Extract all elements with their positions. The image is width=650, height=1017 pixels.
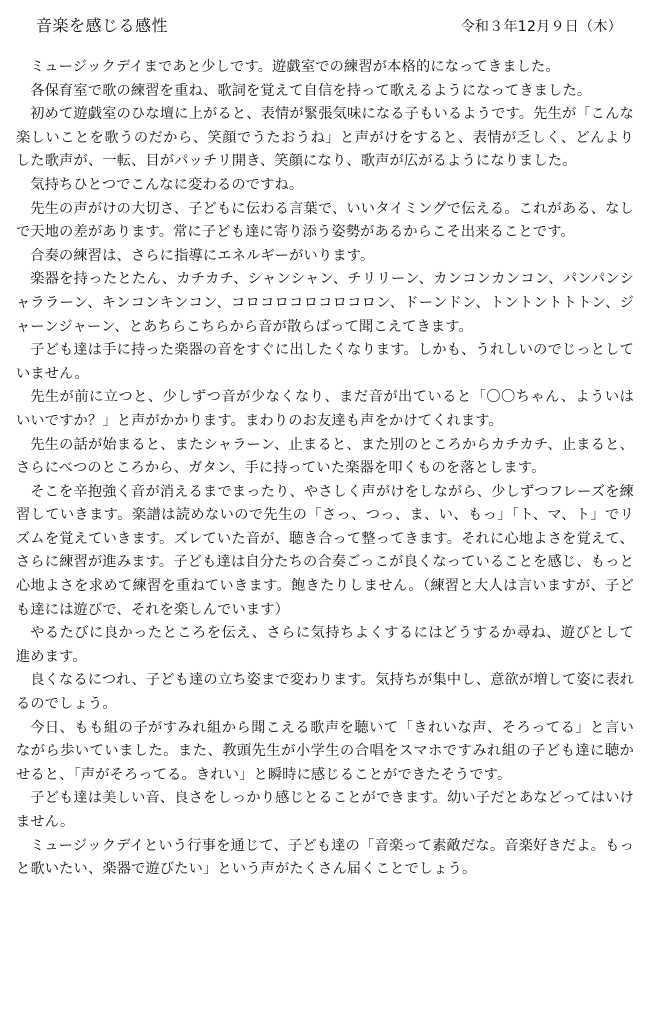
paragraph: 楽器を持ったとたん、カチカチ、シャンシャン、チリリーン、カンコンカンコン、パンパンシャララーン、キンコンキンコン、コロコロコロコロコロン、ドーンドン、トントントトトン、ジャーンジャーン、とあちらこちらから音が散らばって聞こえてきます。	[16, 271, 634, 335]
paragraph: ミュージックデイまであと少しです。遊戯室での練習が本格的になってきました。	[30, 59, 560, 75]
paragraph: 先生の話が始まると、またシャラーン、止まると、また別のところからカチカチ、止まると、さらにべつのところから、ガタン、手に持っていた楽器を叩くものを落とします。	[16, 436, 634, 477]
article-body	[16, 56, 634, 882]
paragraph: 子ども達は手に持った楽器の音をすぐに出したくなります。しかも、うれしいのでじっとしていません。	[16, 342, 634, 382]
paragraph: ミュージックデイという行事を通じて、子ども達の「音楽って素敵だな。音楽好きだよ。もっと歌いたい、楽器で遊びたい」という声がたくさん届くことでしょう。	[16, 837, 634, 878]
paragraph: 良くなるにつれ、子ども達の立ち姿まで変わります。気持ちが集中し、意欲が増して姿に表れるのでしょう。	[16, 672, 634, 713]
page-title: 音楽を感じる感性	[36, 16, 169, 35]
paragraph: 初めて遊戯室のひな壇に上がると、表情が緊張気味になる子もいるようです。先生が「こんな楽しいことを歌うのだから、笑顔でうたおうね」と声がけをすると、表情が乏しく、どんよりした歌声が、一転、目がパッチリ開き、笑顔になり、歌声が広がるようになりました。	[16, 106, 634, 170]
paragraph: やるたびに良かったところを伝え、さらに気持ちよくするにはどうするか尋ね、遊びとして進めます。	[16, 625, 634, 665]
paragraph: 合奏の練習は、さらに指導にエネルギーがいります。	[30, 247, 375, 264]
paragraph: 子ども達は美しい音、良さをしっかり感じとることができます。幼い子だとあなどってはいけません。	[16, 790, 634, 830]
paragraph: 今日、もも組の子がすみれ組から聞こえる歌声を聴いて「きれいな声、そろってる」と言いながら歩いていました。また、教頭先生が小学生の合唱をスマホですみれ組の子ども達に聴かせると、「声がそろってる。きれい」と瞬時に感じることができたそうです。	[16, 719, 634, 783]
paragraph: そこを辛抱強く音が消えるまでまったり、やさしく声がけをしながら、少しずつフレーズを練習していきます。楽譜は読めないので先生の「さっ、つっ、ま、い、もっ」「ト、マ、ト」でリズムを覚えていきます。ズレていた音が、聴き合って整ってきます。それに心地よさを覚えて、さらに練習が進みます。子ども達は自分たちの合奏ごっこが良くなっていることを感じ、もっと心地よさを求めて練習を重ねていきます。飽きたりしません。（練習と大人は言いますが、子ども達には遊びで、それを楽しんでいます）	[16, 483, 634, 618]
paragraph: 先生が前に立つと、少しずつ音が少なくなり、まだ音が出ていると「〇〇ちゃん、よういはいいですか？」と声がかかります。まわりのお友達も声をかけてくれます。	[16, 389, 634, 429]
paragraph: 各保育室で歌の練習を重ね、歌詞を覚えて自信を持って歌えるようになってきました。	[30, 82, 592, 99]
header	[16, 14, 634, 56]
paragraph: 気持ちひとつでこんなに変わるのですね。	[30, 176, 304, 193]
paragraph: 先生の声がけの大切さ、子どもに伝わる言葉で、いいタイミングで伝える。これがある、なしで天地の差があります。常に子ども達に寄り添う姿勢があるからこそ出来ることです。	[16, 200, 634, 241]
date-text: 令和３年12月９日（木）	[460, 19, 622, 35]
